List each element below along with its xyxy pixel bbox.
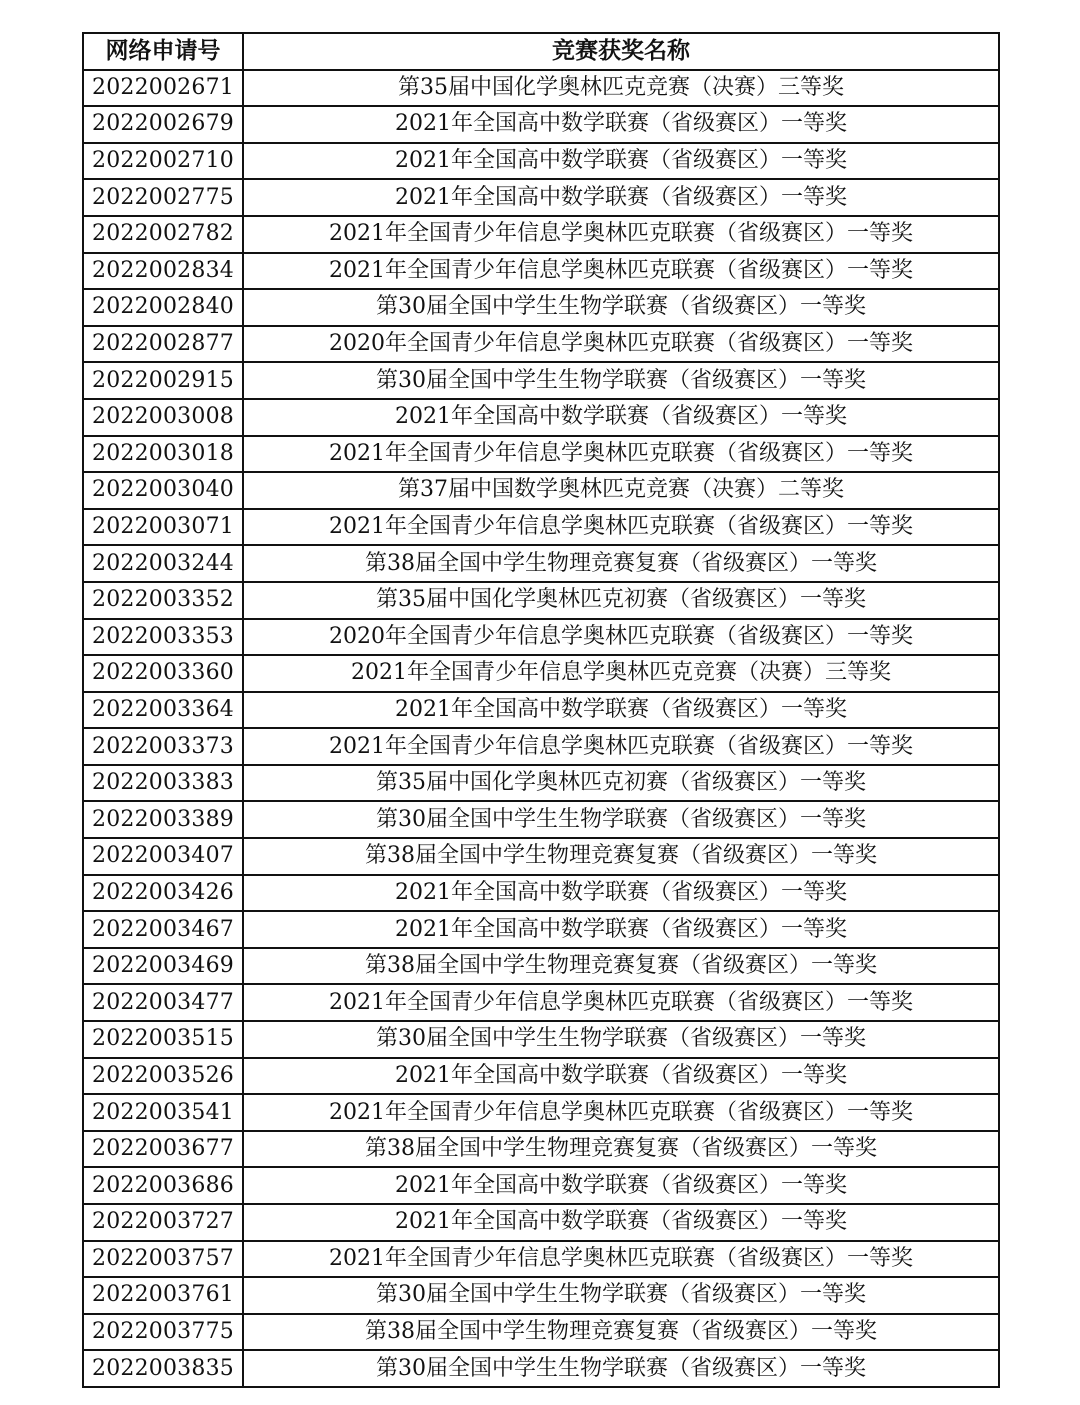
table-row (83, 692, 999, 729)
header-row (83, 33, 999, 70)
application-number-cell: 2022002834 (83, 253, 243, 290)
table-row (83, 1021, 999, 1058)
award-name-cell: 第30届全国中学生生物学联赛（省级赛区）一等奖 (243, 1277, 999, 1314)
table-row (83, 1277, 999, 1314)
award-name-cell: 2021年全国青少年信息学奥林匹克联赛（省级赛区）一等奖 (243, 253, 999, 290)
table-row (83, 728, 999, 765)
application-number-cell: 2022003526 (83, 1058, 243, 1095)
application-number-cell: 2022003008 (83, 399, 243, 436)
table-row (83, 655, 999, 692)
award-name-cell: 2021年全国青少年信息学奥林匹克联赛（省级赛区）一等奖 (243, 984, 999, 1021)
award-name-cell: 2021年全国青少年信息学奥林匹克联赛（省级赛区）一等奖 (243, 1094, 999, 1131)
award-name-cell: 第37届中国数学奥林匹克竞赛（决赛）二等奖 (243, 472, 999, 509)
application-number-cell: 2022003040 (83, 472, 243, 509)
award-name-cell: 第30届全国中学生生物学联赛（省级赛区）一等奖 (243, 1350, 999, 1387)
application-number-cell: 2022003373 (83, 728, 243, 765)
table-row (83, 1131, 999, 1168)
application-number-cell: 2022003775 (83, 1314, 243, 1351)
award-name-cell: 第35届中国化学奥林匹克初赛（省级赛区）一等奖 (243, 582, 999, 619)
award-name-cell: 2021年全国高中数学联赛（省级赛区）一等奖 (243, 911, 999, 948)
application-number-cell: 2022003364 (83, 692, 243, 729)
award-name-cell: 2021年全国青少年信息学奥林匹克联赛（省级赛区）一等奖 (243, 509, 999, 546)
award-name-cell: 第38届全国中学生物理竞赛复赛（省级赛区）一等奖 (243, 1131, 999, 1168)
table-row (83, 984, 999, 1021)
application-number-cell: 2022003835 (83, 1350, 243, 1387)
application-number-cell: 2022002679 (83, 106, 243, 143)
application-number-cell: 2022002782 (83, 216, 243, 253)
application-number-cell: 2022002671 (83, 70, 243, 107)
award-name-cell: 第30届全国中学生生物学联赛（省级赛区）一等奖 (243, 801, 999, 838)
table-row (83, 1350, 999, 1387)
table-row (83, 399, 999, 436)
application-number-cell: 2022003469 (83, 948, 243, 985)
award-name-cell: 第38届全国中学生物理竞赛复赛（省级赛区）一等奖 (243, 1314, 999, 1351)
header-application-number: 网络申请号 (83, 33, 243, 70)
table-row (83, 582, 999, 619)
table-row (83, 436, 999, 473)
table-row (83, 1204, 999, 1241)
application-number-cell: 2022003686 (83, 1167, 243, 1204)
table-row (83, 289, 999, 326)
award-name-cell: 2021年全国青少年信息学奥林匹克竞赛（决赛）三等奖 (243, 655, 999, 692)
application-number-cell: 2022003389 (83, 801, 243, 838)
award-name-cell: 2020年全国青少年信息学奥林匹克联赛（省级赛区）一等奖 (243, 326, 999, 363)
table-row (83, 1314, 999, 1351)
table-row (83, 545, 999, 582)
application-number-cell: 2022003761 (83, 1277, 243, 1314)
award-name-cell: 2021年全国高中数学联赛（省级赛区）一等奖 (243, 692, 999, 729)
table-row (83, 253, 999, 290)
table-body (83, 70, 999, 1387)
award-name-cell: 2021年全国高中数学联赛（省级赛区）一等奖 (243, 875, 999, 912)
table-row (83, 362, 999, 399)
table-row (83, 1167, 999, 1204)
table-row (83, 106, 999, 143)
award-name-cell: 2021年全国高中数学联赛（省级赛区）一等奖 (243, 1167, 999, 1204)
award-name-cell: 第35届中国化学奥林匹克初赛（省级赛区）一等奖 (243, 765, 999, 802)
application-number-cell: 2022003383 (83, 765, 243, 802)
application-number-cell: 2022003677 (83, 1131, 243, 1168)
award-name-cell: 2021年全国高中数学联赛（省级赛区）一等奖 (243, 399, 999, 436)
award-name-cell: 2021年全国青少年信息学奥林匹克联赛（省级赛区）一等奖 (243, 436, 999, 473)
table-row (83, 1241, 999, 1278)
table-row (83, 838, 999, 875)
table-row (83, 801, 999, 838)
table-row (83, 70, 999, 107)
award-name-cell: 第30届全国中学生生物学联赛（省级赛区）一等奖 (243, 289, 999, 326)
application-number-cell: 2022003426 (83, 875, 243, 912)
application-number-cell: 2022003360 (83, 655, 243, 692)
application-number-cell: 2022003757 (83, 1241, 243, 1278)
table-row (83, 216, 999, 253)
award-name-cell: 2020年全国青少年信息学奥林匹克联赛（省级赛区）一等奖 (243, 619, 999, 656)
application-number-cell: 2022003353 (83, 619, 243, 656)
table-row (83, 765, 999, 802)
table-row (83, 875, 999, 912)
application-number-cell: 2022003541 (83, 1094, 243, 1131)
award-name-cell: 第38届全国中学生物理竞赛复赛（省级赛区）一等奖 (243, 838, 999, 875)
table-row (83, 509, 999, 546)
header-award-name: 竞赛获奖名称 (243, 33, 999, 70)
application-number-cell: 2022002710 (83, 143, 243, 180)
table-row (83, 619, 999, 656)
application-number-cell: 2022003467 (83, 911, 243, 948)
award-name-cell: 第30届全国中学生生物学联赛（省级赛区）一等奖 (243, 1021, 999, 1058)
table-row (83, 179, 999, 216)
table-row (83, 948, 999, 985)
application-number-cell: 2022002877 (83, 326, 243, 363)
table-row (83, 143, 999, 180)
award-name-cell: 2021年全国青少年信息学奥林匹克联赛（省级赛区）一等奖 (243, 1241, 999, 1278)
award-name-cell: 2021年全国高中数学联赛（省级赛区）一等奖 (243, 179, 999, 216)
application-number-cell: 2022003477 (83, 984, 243, 1021)
award-name-cell: 2021年全国青少年信息学奥林匹克联赛（省级赛区）一等奖 (243, 216, 999, 253)
award-name-cell: 第30届全国中学生生物学联赛（省级赛区）一等奖 (243, 362, 999, 399)
award-table (82, 32, 1000, 1388)
table-row (83, 1058, 999, 1095)
application-number-cell: 2022003727 (83, 1204, 243, 1241)
application-number-cell: 2022003407 (83, 838, 243, 875)
award-name-cell: 第38届全国中学生物理竞赛复赛（省级赛区）一等奖 (243, 948, 999, 985)
application-number-cell: 2022003071 (83, 509, 243, 546)
award-name-cell: 2021年全国高中数学联赛（省级赛区）一等奖 (243, 1204, 999, 1241)
table-row (83, 1094, 999, 1131)
award-name-cell: 2021年全国青少年信息学奥林匹克联赛（省级赛区）一等奖 (243, 728, 999, 765)
table-row (83, 326, 999, 363)
application-number-cell: 2022002775 (83, 179, 243, 216)
award-name-cell: 第35届中国化学奥林匹克竞赛（决赛）三等奖 (243, 70, 999, 107)
application-number-cell: 2022003515 (83, 1021, 243, 1058)
application-number-cell: 2022003244 (83, 545, 243, 582)
award-name-cell: 2021年全国高中数学联赛（省级赛区）一等奖 (243, 106, 999, 143)
application-number-cell: 2022003352 (83, 582, 243, 619)
application-number-cell: 2022002840 (83, 289, 243, 326)
table-row (83, 472, 999, 509)
award-name-cell: 第38届全国中学生物理竞赛复赛（省级赛区）一等奖 (243, 545, 999, 582)
application-number-cell: 2022002915 (83, 362, 243, 399)
award-name-cell: 2021年全国高中数学联赛（省级赛区）一等奖 (243, 143, 999, 180)
application-number-cell: 2022003018 (83, 436, 243, 473)
award-name-cell: 2021年全国高中数学联赛（省级赛区）一等奖 (243, 1058, 999, 1095)
table-row (83, 911, 999, 948)
